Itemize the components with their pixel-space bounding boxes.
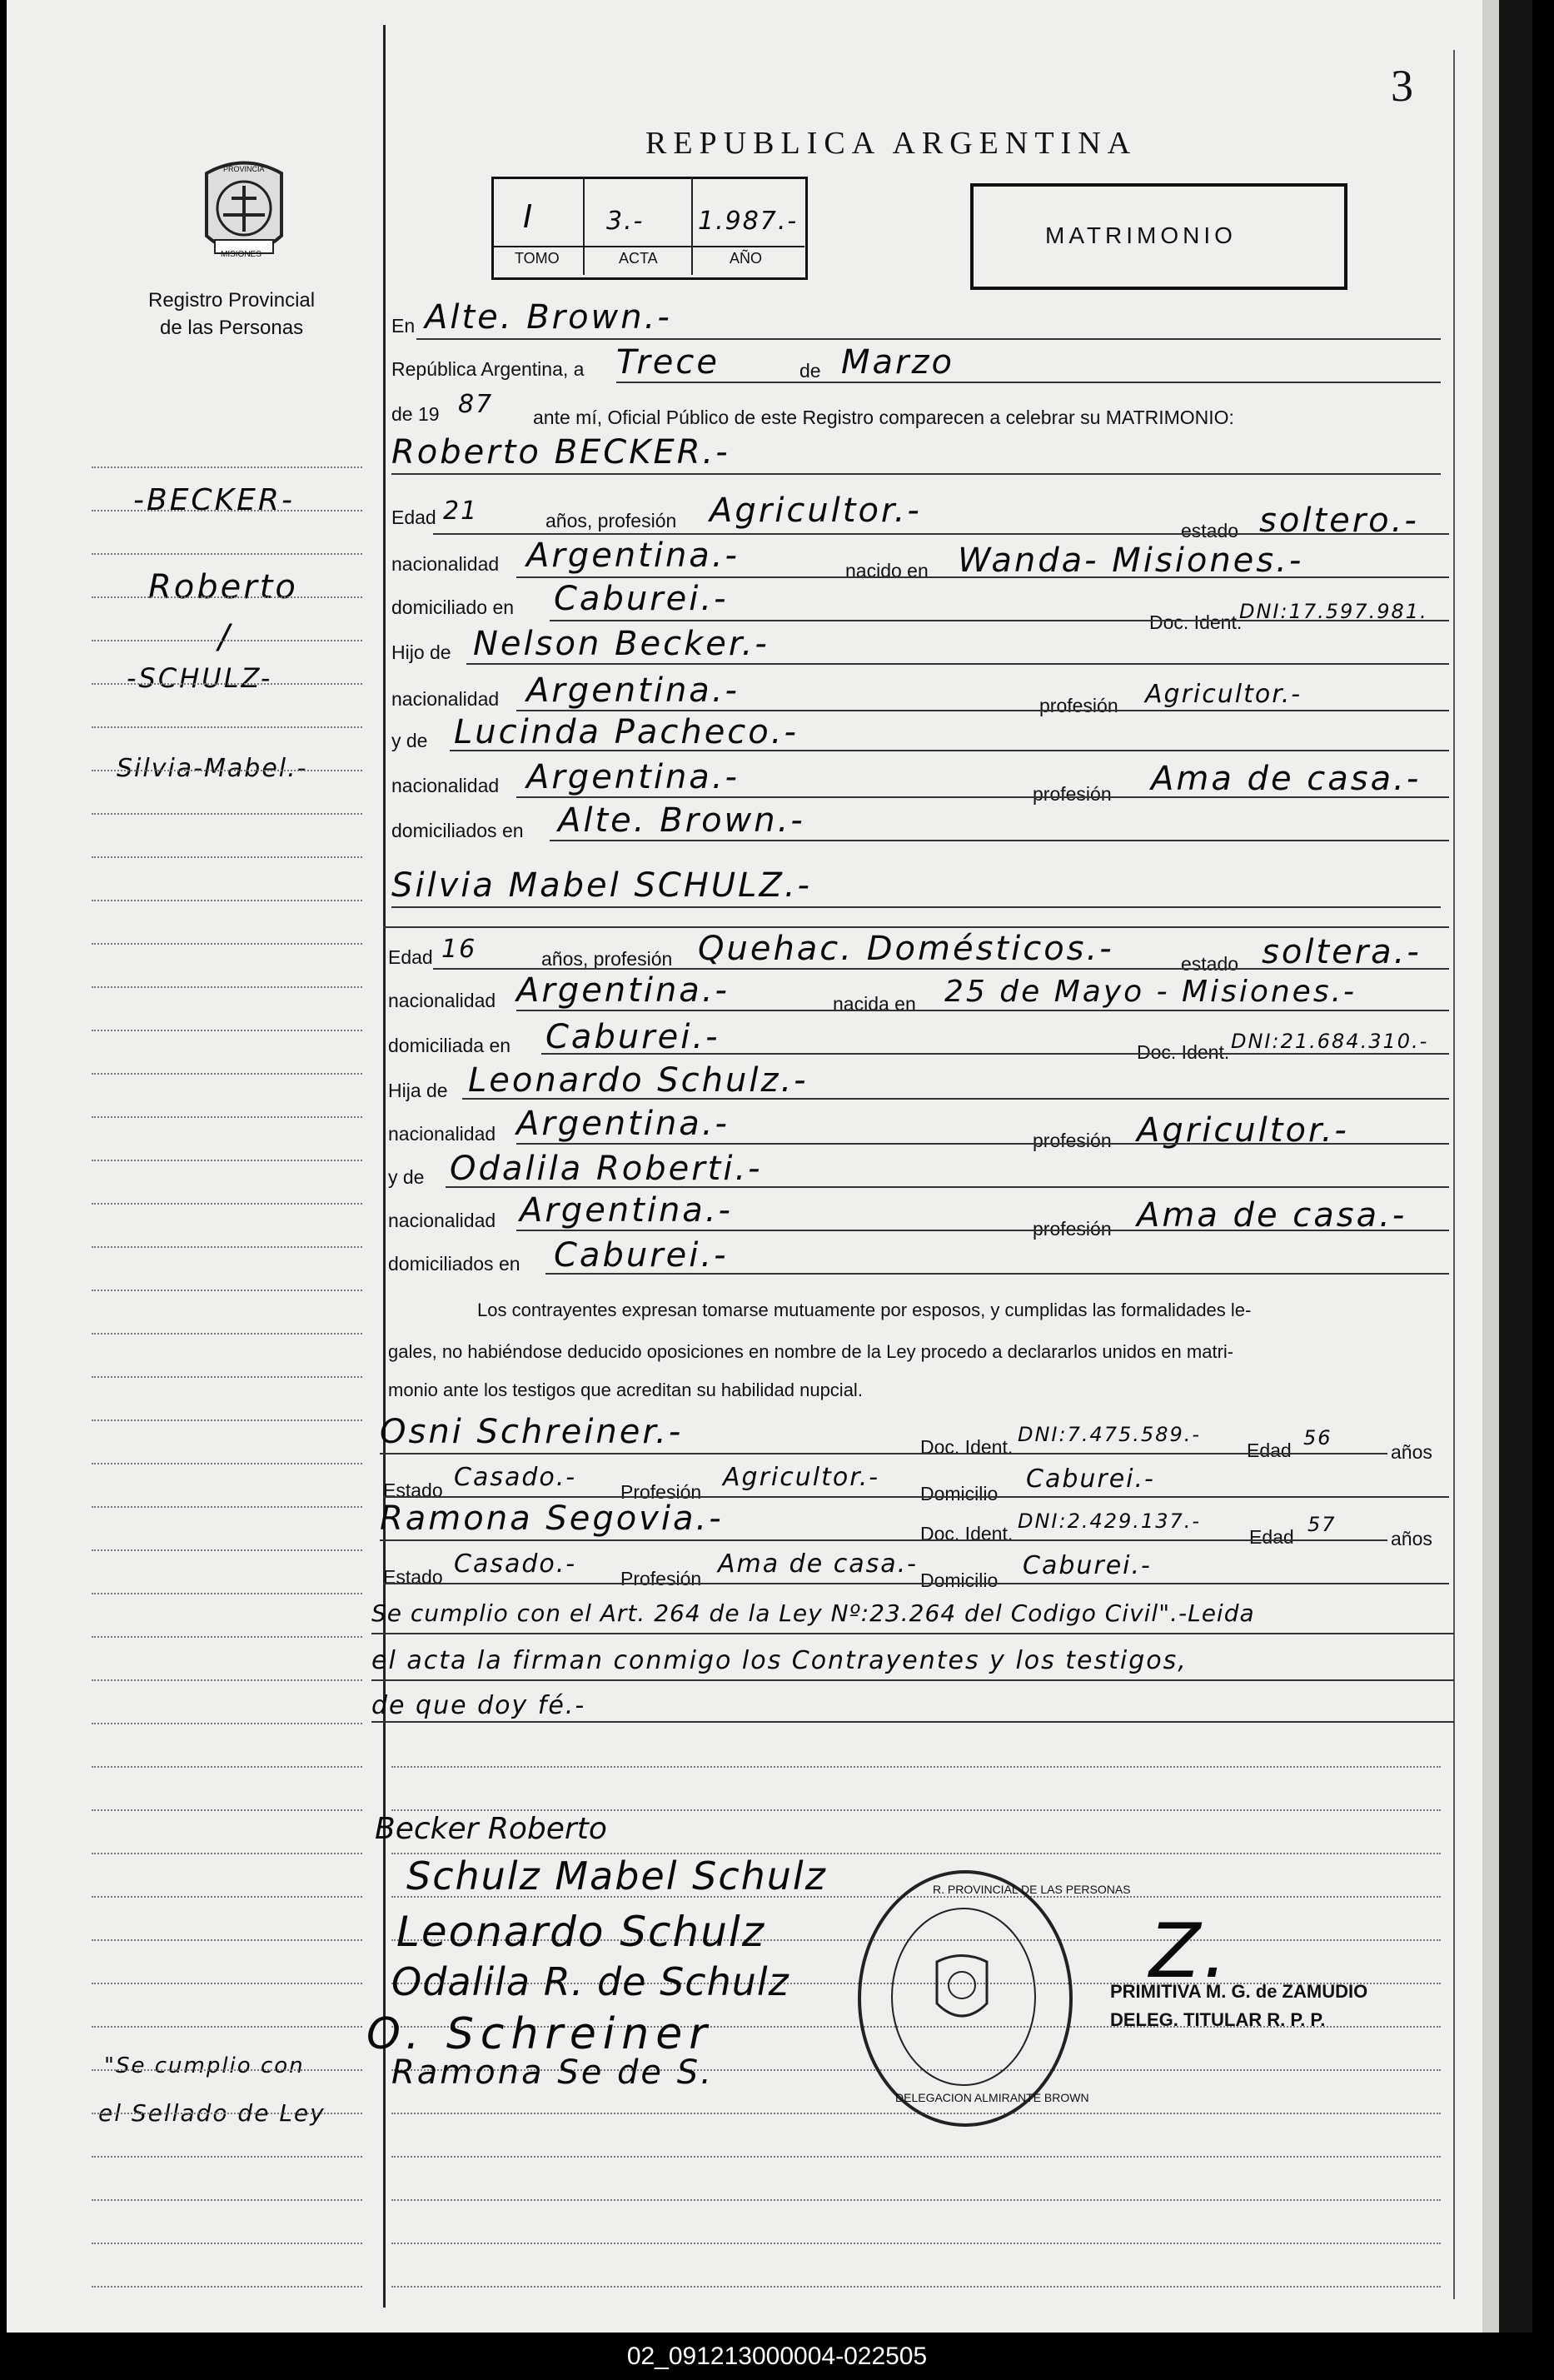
bride-parents-dom: Caburei.- [554,1236,729,1275]
bride-father-nat: Argentina.- [516,1105,730,1143]
margin-rule-line [92,1290,362,1291]
groom-domicile: Caburei.- [554,580,729,618]
bride-born-label: nacida en [833,993,916,1015]
groom-father-prof: Agricultor.- [1145,680,1302,709]
statement: ante mí, Oficial Público de este Registro comparecen a celebrar su MATRIMONIO: [533,407,1234,428]
fill-line [391,473,1441,475]
closing-line-3: de que doy fé.- [371,1691,586,1720]
fill-line [391,906,1441,908]
record-box-rule [491,246,804,247]
fill-line [433,968,1449,970]
bride-parents-dom-label: domiciliados en [388,1253,520,1275]
margin-rule-line [92,1679,362,1681]
witness2-dom-label: Domicilio [920,1569,999,1591]
bride-father-prof: Agricultor.- [1137,1111,1349,1150]
groom-years-label: años, profesión [545,510,677,531]
bride-father: Leonardo Schulz.- [468,1061,809,1100]
witness2-years-label: años [1391,1528,1432,1549]
bride-doc: DNI:21.684.310.- [1231,1030,1429,1053]
margin-rule-line [92,1160,362,1161]
body-rule-line [391,2156,1441,2158]
groom-parents-dom: Alte. Brown.- [558,801,805,840]
groom-doc-label: Doc. Ident. [1149,611,1243,633]
groom-mother-prof-label: profesión [1033,783,1112,805]
bride-mother-nat: Argentina.- [520,1191,733,1230]
republic-label: República Argentina, a [391,358,585,380]
bride-father-label: Hija de [388,1080,448,1101]
margin-rule-line [92,943,362,945]
bride-full-name: Silvia Mabel SCHULZ.- [391,866,812,905]
official-title: DELEG. TITULAR R. P. P. [1110,2009,1326,2030]
groom-born-label: nacido en [845,560,929,581]
groom-mother-nat: Argentina.- [526,758,740,796]
margin-rule-line [92,813,362,815]
margin-bride-name: Silvia-Mabel.- [117,754,308,783]
fill-line [516,1230,1449,1231]
stamp-emblem-icon [929,1953,995,2028]
fill-line [383,926,1449,928]
margin-rule-line [92,1896,362,1898]
margin-rule-line [92,1506,362,1508]
year-prefix: de 19 [391,403,440,425]
year-value: 87 [458,390,494,419]
witness2-estado-label: Estado [383,1566,443,1588]
margin-rule-line [92,770,362,771]
declaration-line-1: Los contrayentes expresan tomarse mutuamente por esposos, y cumplidas las formalidades le- [477,1300,1252,1320]
groom-doc: DNI:17.597.981. [1239,600,1428,623]
bride-nationality: Argentina.- [516,971,730,1010]
groom-mother-prof: Ama de casa.- [1151,760,1422,798]
bride-mother: Odalila Roberti.- [450,1150,763,1188]
scan-id-footer: 02_091213000004-022505 [0,2333,1554,2380]
margin-rule-line [92,2199,362,2201]
witness1-estado: Casado.- [454,1463,577,1492]
de-label: de [799,360,821,382]
signature-3: Leonardo Schulz [396,1908,766,1956]
fill-line [516,1143,1449,1145]
bride-years-label: años, profesión [541,948,673,970]
fill-line [446,1186,1449,1188]
fill-line [380,1453,1387,1454]
body-rule-line [391,2286,1441,2288]
registry-line-2: de las Personas [160,317,304,339]
body-rule-line [391,1766,1441,1768]
margin-rule-line [92,553,362,555]
margin-rule-line [92,726,362,728]
witness2-prof: Ama de casa.- [718,1549,918,1579]
margin-rule-line [92,1030,362,1031]
acta-value: 3.- [606,207,645,236]
margin-rule-line [92,1853,362,1854]
closing-line-2: el acta la firman conmigo los Contrayentes y los testigos, [371,1646,1188,1675]
country-title: REPUBLICA ARGENTINA [645,126,1138,161]
groom-nationality: Argentina.- [526,536,740,575]
margin-rule-line [92,900,362,901]
bride-age-label: Edad [388,946,433,968]
declaration-line-3: monio ante los testigos que acreditan su habilidad nupcial. [388,1380,863,1400]
margin-rule-line [92,856,362,858]
witness1-doc: DNI:7.475.589.- [1018,1423,1202,1446]
groom-estado-label: estado [1181,520,1239,541]
witness1-age-label: Edad [1247,1439,1292,1461]
bride-mother-nat-label: nacionalidad [388,1210,496,1231]
margin-rule-line [92,1723,362,1724]
witness1-name: Osni Schreiner.- [380,1413,684,1451]
margin-rule-line [92,2026,362,2028]
ano-label: AÑO [730,250,763,267]
bride-father-nat-label: nacionalidad [388,1123,496,1145]
bride-mother-label: y de [388,1166,425,1188]
declaration-line-2: gales, no habiéndose deducido oposiciones en nombre de la Ley procedo a declararlos unidos en matri- [388,1341,1234,1362]
witness2-prof-label: Profesión [620,1568,702,1589]
groom-father-label: Hijo de [391,641,451,663]
groom-mother-nat-label: nacionalidad [391,775,500,796]
margin-rule-line [92,1636,362,1638]
margin-rule-line [92,1766,362,1768]
margin-rule-line [92,510,362,511]
groom-parents-dom-label: domiciliados en [391,820,524,841]
witness2-doc-label: Doc. Ident. [920,1523,1014,1544]
book-binding [1499,0,1532,2333]
fill-line [616,382,1441,383]
witness1-doc-label: Doc. Ident. [920,1436,1014,1458]
margin-note-2: el Sellado de Ley [98,2099,326,2127]
stamp-text-bottom: DELEGACION ALMIRANTE BROWN [895,2091,1089,2104]
margin-rule-line [92,1463,362,1464]
bride-domicile: Caburei.- [545,1018,720,1056]
witness2-name: Ramona Segovia.- [380,1499,724,1538]
margin-note-1: "Se cumplio con [104,2053,305,2078]
seal-text-bottom: MISIONES [221,250,261,259]
witness1-prof: Agricultor.- [723,1463,880,1492]
acta-label: ACTA [619,250,658,267]
margin-rule-line [92,2156,362,2158]
signature-1: Becker Roberto [375,1812,607,1846]
fill-line [516,1010,1449,1011]
fill-line [383,1583,1449,1584]
witness1-years-label: años [1391,1441,1432,1463]
body-rule-line [391,2199,1441,2201]
tomo-value: I [523,198,535,235]
fill-line [450,750,1449,751]
body-rule-line [391,2243,1441,2244]
witness2-age-label: Edad [1249,1526,1294,1548]
witness2-age: 57 [1307,1513,1337,1536]
margin-rule-line [92,1116,362,1118]
margin-rule-line [92,986,362,988]
margin-rule-line [92,467,362,468]
fill-line [462,1098,1449,1100]
margin-rule-line [92,1333,362,1335]
groom-father-nat: Argentina.- [526,671,740,710]
witness1-dom: Caburei.- [1026,1464,1155,1494]
witness2-dom: Caburei.- [1023,1551,1152,1580]
witness1-prof-label: Profesión [620,1481,702,1503]
place-value: Alte. Brown.- [425,298,672,337]
page-number: 3 [1391,61,1413,111]
margin-rule-line [92,2286,362,2288]
body-rule-line [391,1809,1441,1811]
fill-line [545,1273,1449,1275]
margin-groom-surname: -BECKER- [133,483,295,517]
record-box-divider [691,177,693,275]
bride-doc-label: Doc. Ident. [1137,1041,1230,1063]
margin-rule-line [92,1549,362,1551]
groom-age-label: Edad [391,506,436,528]
groom-nat-label: nacionalidad [391,553,500,575]
fill-line [550,620,1449,621]
margin-rule-line [92,1939,362,1941]
ano-value: 1.987.- [698,207,799,236]
fill-line [371,1633,1454,1634]
fill-line [371,1679,1454,1681]
closing-line-1: Se cumplio con el Art. 264 de la Ley Nº:23.264 del Codigo Civil".-Leida [371,1599,1255,1627]
bride-father-prof-label: profesión [1033,1130,1112,1151]
margin-bride-surname: -SCHULZ- [127,662,273,694]
bride-born: 25 de Mayo - Misiones.- [944,975,1357,1009]
fill-line [466,663,1449,665]
groom-mother-label: y de [391,730,428,751]
margin-rule-line [92,1420,362,1421]
margin-rule-line [92,640,362,641]
margin-separator: / [218,618,232,656]
margin-rule-line [92,2069,362,2071]
right-rule [1453,50,1455,2299]
groom-full-name: Roberto BECKER.- [391,433,730,472]
margin-rule-line [92,1376,362,1378]
groom-mother: Lucinda Pacheco.- [454,713,799,751]
fill-line [516,796,1449,798]
groom-born: Wanda- Misiones.- [958,541,1304,580]
margin-rule-line [92,683,362,685]
fill-line [550,840,1449,841]
witness1-dom-label: Domicilio [920,1483,999,1504]
place-label: En [391,315,416,337]
bride-profession: Quehac. Domésticos.- [698,930,1114,968]
signature-2: Schulz Mabel Schulz [406,1854,827,1899]
fill-line [516,576,1449,578]
month-value: Marzo [841,343,954,382]
groom-father-prof-label: profesión [1039,695,1118,716]
bride-age: 16 [441,935,477,964]
record-box-divider [583,177,585,275]
stamp-text-top: R. PROVINCIAL DE LAS PERSONAS [933,1883,1131,1896]
registry-line-1: Registro Provincial [148,289,316,312]
fill-line [433,533,1449,535]
fill-line [383,1496,1449,1498]
day-value: Trece [616,343,720,382]
margin-rule-line [92,1983,362,1984]
margin-rule-line [92,1203,362,1205]
fill-line [380,1539,1387,1541]
official-signature: Z. [1149,1908,1230,1995]
fill-line [541,1053,1449,1055]
margin-rule-line [92,2243,362,2244]
bride-estado-label: estado [1181,953,1239,975]
signature-4: Odalila R. de Schulz [391,1959,789,2004]
official-name: PRIMITIVA M. G. de ZAMUDIO [1110,1981,1368,2002]
margin-rule-line [92,1246,362,1248]
groom-father: Nelson Becker.- [473,625,770,663]
margin-divider [383,25,386,2308]
fill-line [516,710,1449,711]
margin-rule-line [92,1809,362,1811]
margin-rule-line [92,2113,362,2114]
witness2-estado: Casado.- [454,1549,577,1579]
margin-groom-name: Roberto [148,568,298,606]
fill-line [416,338,1441,340]
margin-rule-line [92,1593,362,1594]
witness1-estado-label: Estado [383,1479,443,1501]
seal-text-top: PROVINCIA [223,165,265,173]
signature-5: O. Schreiner [366,2009,714,2059]
groom-estado: soltero.- [1259,501,1419,540]
margin-rule-line [92,596,362,598]
groom-profession: Agricultor.- [710,491,922,530]
groom-father-nat-label: nacionalidad [391,688,500,710]
signature-6: Ramona Se de S. [391,2053,714,2092]
tomo-label: TOMO [515,250,560,267]
bride-nat-label: nacionalidad [388,990,496,1011]
witness1-age: 56 [1303,1426,1332,1449]
witness2-doc: DNI:2.429.137.- [1018,1509,1202,1533]
bride-estado: soltera.- [1262,933,1422,971]
bride-mother-prof-label: profesión [1033,1218,1112,1240]
groom-age: 21 [443,496,479,526]
record-type: MATRIMONIO [1045,222,1237,248]
bride-dom-label: domiciliada en [388,1035,511,1056]
groom-dom-label: domiciliado en [391,596,515,618]
bride-mother-prof: Ama de casa.- [1137,1196,1407,1235]
margin-rule-line [92,1073,362,1075]
fill-line [371,1721,1454,1723]
